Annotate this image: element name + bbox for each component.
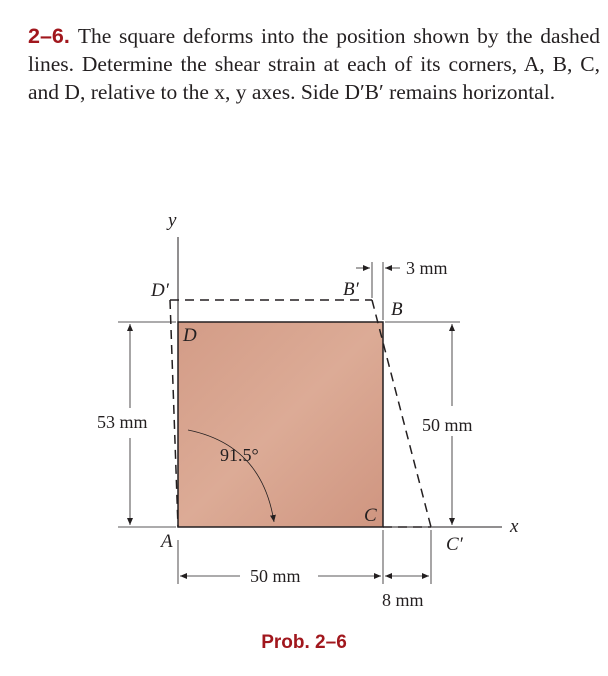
label-d: D bbox=[183, 325, 197, 346]
deformed-left-edge bbox=[170, 300, 178, 527]
dim-8-label: 8 mm bbox=[382, 590, 424, 610]
dim-53-label: 53 mm bbox=[97, 412, 148, 432]
label-d-prime: D′ bbox=[151, 280, 169, 301]
original-square bbox=[178, 322, 383, 527]
dim-50b-label: 50 mm bbox=[250, 566, 301, 586]
label-a: A bbox=[161, 531, 173, 552]
label-c-prime: C′ bbox=[446, 534, 463, 555]
figure-caption: Prob. 2–6 bbox=[261, 632, 347, 653]
problem-text: The square deforms into the position shown by the dashed lines. Determine the shear strain at each of its corners, A, B, C, and D, relative to the x, y axes. Side D′B′ remains horizontal. bbox=[28, 24, 600, 104]
label-c: C bbox=[364, 505, 377, 526]
dim-50r-label: 50 mm bbox=[422, 415, 473, 435]
problem-number: 2–6. bbox=[28, 24, 70, 48]
label-x: x bbox=[510, 516, 519, 537]
dim-3-label: 3 mm bbox=[406, 258, 448, 278]
angle-label: 91.5° bbox=[220, 445, 259, 465]
label-y: y bbox=[168, 210, 177, 231]
label-b: B bbox=[391, 299, 403, 320]
label-b-prime: B′ bbox=[343, 279, 359, 300]
